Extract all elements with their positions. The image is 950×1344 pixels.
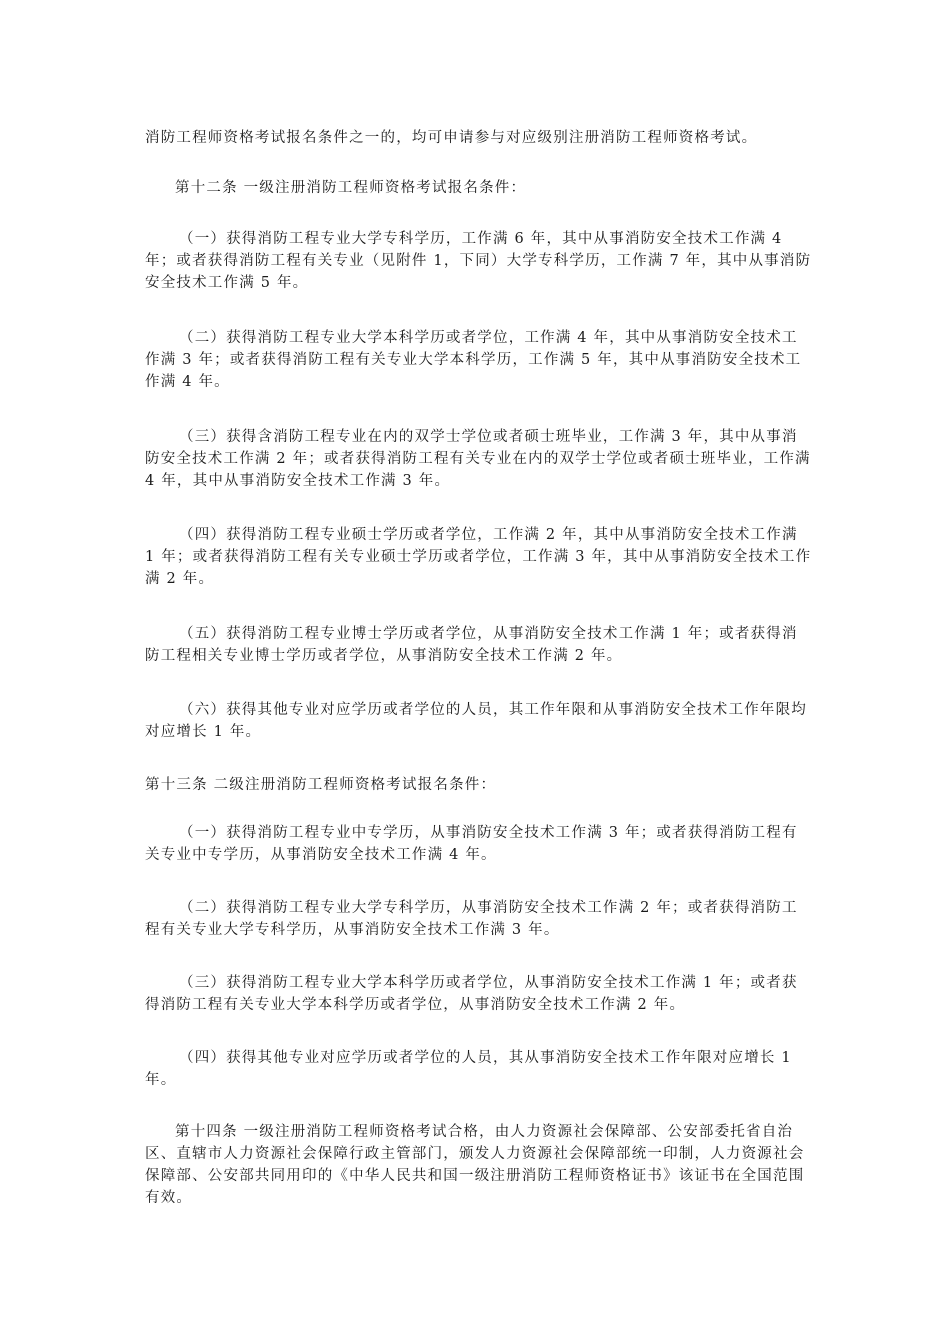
article-13-item-4: （四）获得其他专业对应学历或者学位的人员，其从事消防安全技术工作年限对应增长 1 年。 <box>145 1050 798 1088</box>
article-12-item-1: （一）获得消防工程专业大学专科学历，工作满 6 年，其中从事消防安全技术工作满 4 年；或者获得消防工程有关专业（见附件 1，下同）大学专科学历，工作满 7 年，其中从事消防安全技术工作满 5 年。 <box>145 231 812 291</box>
article-12-item-2: （二）获得消防工程专业大学本科学历或者学位，工作满 4 年，其中从事消防安全技术工作满 3 年；或者获得消防工程有关专业大学本科学历，工作满 5 年，其中从事消防安全技术工作满 4 年。 <box>145 330 802 390</box>
article-12-item-4: （四）获得消防工程专业硕士学历或者学位，工作满 2 年，其中从事消防安全技术工作满 1 年；或者获得消防工程有关专业硕士学历或者学位，工作满 3 年，其中从事消防安全技术工作满 2 年。 <box>145 527 812 587</box>
article-12-item-3: （三）获得含消防工程专业在内的双学士学位或者硕士班毕业，工作满 3 年，其中从事消防安全技术工作满 2 年；或者获得消防工程有关专业在内的双学士学位或者硕士班毕业，工作满 4 年，其中从事消防安全技术工作满 3 年。 <box>145 429 817 489</box>
article-12-heading: 第十二条 一级注册消防工程师资格考试报名条件： <box>175 180 527 196</box>
article-13-item-2: （二）获得消防工程专业大学专科学历，从事消防安全技术工作满 2 年；或者获得消防工程有关专业大学专科学历，从事消防安全技术工作满 3 年。 <box>145 900 798 938</box>
article-13-heading: 第十三条 二级注册消防工程师资格考试报名条件： <box>145 777 497 793</box>
article-13-item-1: （一）获得消防工程专业中专学历，从事消防安全技术工作满 3 年；或者获得消防工程有关专业中专学历，从事消防安全技术工作满 4 年。 <box>145 825 798 863</box>
paragraph-continuation: 消防工程师资格考试报名条件之一的，均可申请参与对应级别注册消防工程师资格考试。 <box>145 130 758 146</box>
article-12-item-5: （五）获得消防工程专业博士学历或者学位，从事消防安全技术工作满 1 年；或者获得消防工程相关专业博士学历或者学位，从事消防安全技术工作满 2 年。 <box>145 626 798 664</box>
article-13-item-3: （三）获得消防工程专业大学本科学历或者学位，从事消防安全技术工作满 1 年；或者获得消防工程有关专业大学本科学历或者学位，从事消防安全技术工作满 2 年。 <box>145 975 798 1013</box>
article-12-item-6: （六）获得其他专业对应学历或者学位的人员，其工作年限和从事消防安全技术工作年限均对应增长 1 年。 <box>145 702 807 740</box>
article-14: 第十四条 一级注册消防工程师资格考试合格，由人力资源社会保障部、公安部委托省自治区、直辖市人力资源社会保障行政主管部门，颁发人力资源社会保障部统一印制，人力资源社会保障部、公安部共同用印的《中华人民共和国一级注册消防工程师资格证书》该证书在全国范围有效。 <box>145 1124 805 1206</box>
